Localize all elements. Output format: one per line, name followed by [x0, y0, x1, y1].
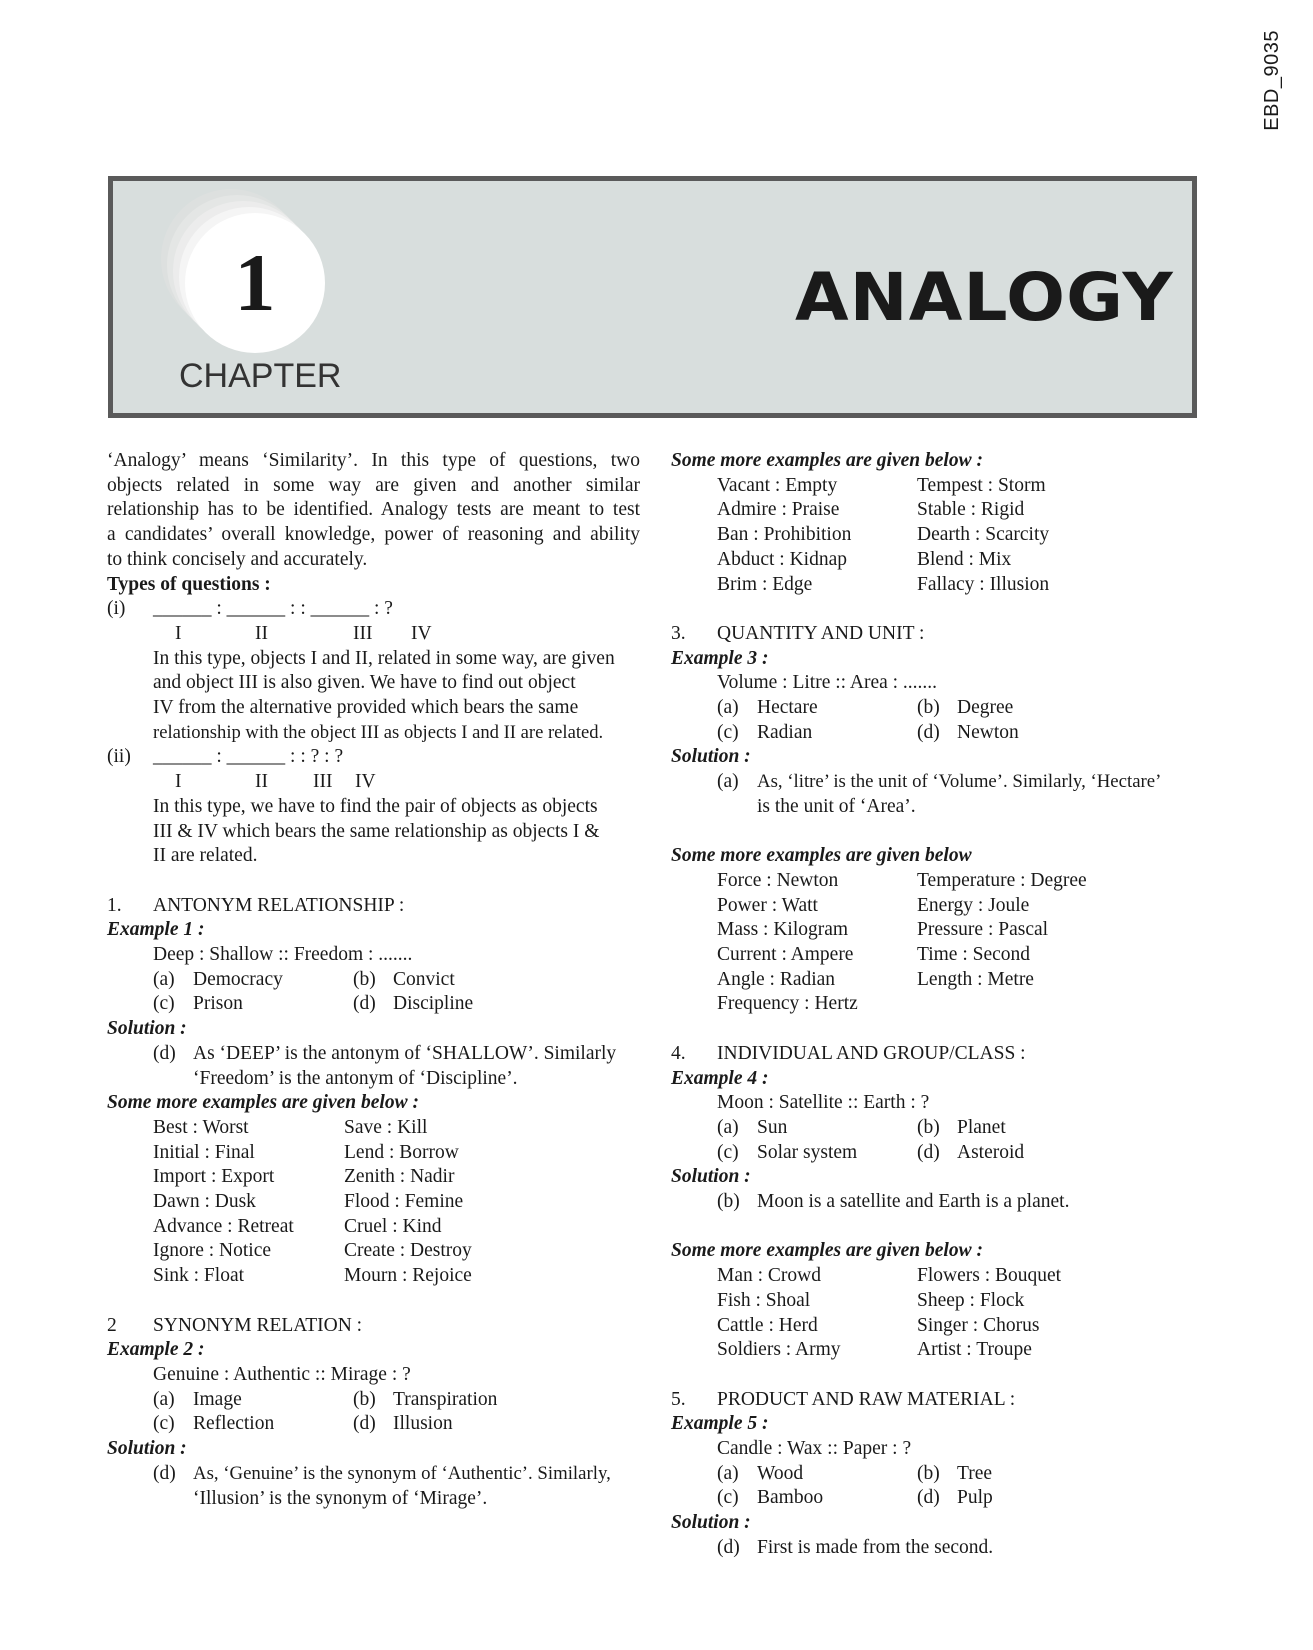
- option-text: Pulp: [957, 1487, 993, 1509]
- solution-answer: [671, 1536, 1231, 1561]
- section-title: INDIVIDUAL AND GROUP/CLASS :: [717, 1042, 1026, 1064]
- type-1-pattern: ______ : ______ : : ______ : ?: [153, 598, 393, 620]
- pair: Ignore : Notice: [153, 1240, 272, 1262]
- section-title: ANTONYM RELATIONSHIP :: [153, 894, 405, 916]
- option-label: (a): [717, 1462, 739, 1484]
- answer-label: (a): [717, 771, 739, 793]
- option-label: (c): [153, 1413, 175, 1435]
- pair: Zenith : Nadir: [344, 1166, 455, 1188]
- pair: Power : Watt: [717, 894, 818, 916]
- option: [917, 1141, 1117, 1166]
- example-pairs: [671, 474, 1231, 598]
- option: [917, 1486, 1117, 1511]
- section-2-heading: [107, 1314, 640, 1339]
- roman-label: II: [255, 771, 268, 793]
- answer-line: ‘Freedom’ is the antonym of ‘Discipline’.: [193, 1067, 518, 1089]
- option-label: (a): [717, 1116, 739, 1138]
- option: [917, 1116, 1117, 1141]
- example-question: Moon : Satellite :: Earth : ?: [717, 1092, 930, 1114]
- option-label: (c): [717, 721, 739, 743]
- type-1-label: (i): [107, 598, 126, 620]
- example-question: Volume : Litre :: Area : .......: [717, 672, 938, 694]
- section-4-heading: [671, 1042, 1231, 1067]
- intro-paragraph: [107, 449, 640, 573]
- solution-answer: [107, 1462, 640, 1511]
- section-number: 4.: [671, 1042, 686, 1064]
- type-1: [107, 597, 640, 622]
- example-question: Genuine : Authentic :: Mirage : ?: [153, 1363, 411, 1385]
- option-label: (c): [717, 1487, 739, 1509]
- answer-label: (d): [153, 1042, 176, 1064]
- options-list: [671, 1116, 1231, 1165]
- section-1-heading: [107, 894, 640, 919]
- pair: Ban : Prohibition: [717, 524, 852, 546]
- section-title: QUANTITY AND UNIT :: [717, 622, 925, 644]
- option: [717, 1486, 917, 1511]
- roman-label: I: [175, 771, 182, 793]
- option-text: Radian: [757, 721, 813, 743]
- option: [153, 1412, 353, 1437]
- pair: Fish : Shoal: [717, 1289, 811, 1311]
- pair: Frequency : Hertz: [717, 993, 858, 1015]
- option-label: (d): [917, 1487, 940, 1509]
- options-list: [671, 1462, 1231, 1511]
- chapter-label: CHAPTER: [179, 357, 342, 395]
- solution-label: Solution :: [671, 1512, 751, 1534]
- option: [153, 968, 353, 993]
- roman-label: IV: [411, 622, 432, 644]
- example-label: Example 3 :: [671, 647, 769, 669]
- intro-line: relationship has to be identified. Analogy tests are meant to test: [107, 499, 640, 521]
- more-examples-heading: Some more examples are given below :: [107, 1092, 419, 1114]
- roman-label: II: [255, 622, 268, 644]
- option-label: (b): [353, 968, 376, 990]
- option: [353, 1388, 553, 1413]
- option-label: (a): [153, 968, 175, 990]
- option: [917, 696, 1117, 721]
- option-text: Illusion: [393, 1413, 453, 1435]
- pair: Pressure : Pascal: [917, 919, 1049, 941]
- solution-label: Solution :: [107, 1438, 187, 1460]
- example-question: Candle : Wax :: Paper : ?: [717, 1438, 912, 1460]
- section-number: 1.: [107, 894, 122, 916]
- solution-answer: [671, 770, 1231, 819]
- option: [353, 992, 553, 1017]
- answer-line: is the unit of ‘Area’.: [757, 795, 916, 817]
- option-text: Wood: [757, 1462, 804, 1484]
- option: [717, 1462, 917, 1487]
- pair: Stable : Rigid: [917, 499, 1025, 521]
- pair: Dearth : Scarcity: [917, 524, 1050, 546]
- option-text: Solar system: [757, 1141, 858, 1163]
- option: [353, 968, 553, 993]
- type-2: [107, 745, 640, 770]
- pair: Current : Ampere: [717, 944, 854, 966]
- options-list: [671, 696, 1231, 745]
- option-text: Democracy: [193, 968, 283, 990]
- option-label: (d): [353, 993, 376, 1015]
- option-text: Sun: [757, 1116, 788, 1138]
- option-text: Hectare: [757, 697, 818, 719]
- pair: Import : Export: [153, 1166, 275, 1188]
- answer-line: As, ‘litre’ is the unit of ‘Volume’. Similarly, ‘Hectare’: [757, 771, 1162, 793]
- chapter-title: ANALOGY: [795, 259, 1174, 336]
- example-label: Example 5 :: [671, 1413, 769, 1435]
- pair: Blend : Mix: [917, 548, 1012, 570]
- answer-line: Moon is a satellite and Earth is a planet.: [757, 1191, 1070, 1213]
- option-text: Tree: [957, 1462, 993, 1484]
- pair: Temperature : Degree: [917, 869, 1087, 891]
- types-heading: Types of questions :: [107, 573, 271, 595]
- more-examples-heading: Some more examples are given below: [671, 845, 972, 867]
- option-text: Reflection: [193, 1413, 275, 1435]
- roman-label: III: [313, 771, 333, 793]
- option-label: (c): [717, 1141, 739, 1163]
- pair: Brim : Edge: [717, 573, 813, 595]
- example-pairs: [671, 869, 1231, 1017]
- options-list: [107, 1388, 640, 1437]
- intro-line: ‘Analogy’ means ‘Similarity’. In this type of questions, two: [107, 450, 640, 471]
- option-text: Image: [193, 1388, 242, 1410]
- answer-line: As, ‘Genuine’ is the synonym of ‘Authentic’. Similarly,: [193, 1462, 611, 1484]
- pair: Create : Destroy: [344, 1240, 472, 1262]
- solution-label: Solution :: [671, 746, 751, 768]
- solution-answer: [671, 1190, 1231, 1215]
- section-number: 3.: [671, 622, 686, 644]
- option-label: (b): [917, 1116, 940, 1138]
- document-code: EBD_9035: [1261, 30, 1283, 131]
- options-list: [107, 968, 640, 1017]
- pair: Sink : Float: [153, 1265, 245, 1287]
- intro-line: objects related in some way are given and another similar: [107, 474, 640, 496]
- desc-line: In this type, we have to find the pair of objects as objects: [153, 795, 598, 817]
- pair: Sheep : Flock: [917, 1289, 1025, 1311]
- type-2-description: [107, 795, 640, 869]
- solution-label: Solution :: [671, 1166, 751, 1188]
- pair: Flowers : Bouquet: [917, 1265, 1062, 1287]
- right-column: [671, 449, 1231, 1561]
- section-5-heading: [671, 1388, 1231, 1413]
- desc-line: III & IV which bears the same relationship as objects I &: [153, 820, 600, 842]
- desc-line: and object III is also given. We have to find out object: [153, 672, 576, 694]
- example-pairs: [107, 1116, 640, 1289]
- chapter-number: 1: [234, 237, 276, 328]
- answer-line: First is made from the second.: [757, 1536, 994, 1558]
- pair: Force : Newton: [717, 869, 839, 891]
- option-text: Prison: [193, 993, 243, 1015]
- option-text: Newton: [957, 721, 1019, 743]
- desc-line: In this type, objects I and II, related in some way, are given: [153, 647, 615, 669]
- roman-label: IV: [355, 771, 376, 793]
- option-label: (b): [917, 697, 940, 719]
- pair: Save : Kill: [344, 1116, 428, 1138]
- type-2-romans: [107, 770, 640, 795]
- pair: Initial : Final: [153, 1141, 255, 1163]
- option-text: Transpiration: [393, 1388, 498, 1410]
- answer-label: (b): [717, 1191, 740, 1213]
- type-2-label: (ii): [107, 746, 131, 768]
- pair: Lend : Borrow: [344, 1141, 459, 1163]
- section-3-heading: [671, 622, 1231, 647]
- option-label: (b): [353, 1388, 376, 1410]
- answer-label: (d): [153, 1462, 176, 1484]
- option: [153, 1388, 353, 1413]
- desc-line: II are related.: [153, 845, 258, 867]
- chapter-banner: [108, 176, 1197, 418]
- answer-label: (d): [717, 1536, 740, 1558]
- option-label: (a): [153, 1388, 175, 1410]
- pair: Angle : Radian: [717, 968, 836, 990]
- example-label: Example 2 :: [107, 1339, 205, 1361]
- option-text: Asteroid: [957, 1141, 1025, 1163]
- option-label: (d): [917, 721, 940, 743]
- type-2-pattern: ______ : ______ : : ? : ?: [153, 746, 344, 768]
- option-label: (a): [717, 697, 739, 719]
- option: [917, 1462, 1117, 1487]
- pair: Flood : Femine: [344, 1191, 464, 1213]
- solution-answer: [107, 1042, 640, 1091]
- roman-label: III: [353, 622, 373, 644]
- option-text: Planet: [957, 1116, 1006, 1138]
- example-question: Deep : Shallow :: Freedom : .......: [153, 944, 413, 966]
- option-text: Convict: [393, 968, 455, 990]
- option: [717, 1116, 917, 1141]
- pair: Mourn : Rejoice: [344, 1265, 472, 1287]
- section-number: 5.: [671, 1388, 686, 1410]
- option-label: (d): [917, 1141, 940, 1163]
- pair: Length : Metre: [917, 968, 1034, 990]
- pair: Mass : Kilogram: [717, 919, 849, 941]
- section-title: PRODUCT AND RAW MATERIAL :: [717, 1388, 1016, 1410]
- pair: Admire : Praise: [717, 499, 840, 521]
- option: [917, 721, 1117, 746]
- answer-line: As ‘DEEP’ is the antonym of ‘SHALLOW’. Similarly: [193, 1042, 617, 1064]
- example-label: Example 4 :: [671, 1067, 769, 1089]
- desc-line: IV from the alternative provided which bears the same: [153, 697, 579, 719]
- pair: Best : Worst: [153, 1116, 249, 1138]
- pair: Time : Second: [917, 944, 1031, 966]
- pair: Singer : Chorus: [917, 1314, 1040, 1336]
- option-text: Degree: [957, 697, 1014, 719]
- section-title: SYNONYM RELATION :: [153, 1314, 363, 1336]
- roman-label: I: [175, 622, 182, 644]
- option-label: (b): [917, 1462, 940, 1484]
- option-text: Bamboo: [757, 1487, 824, 1509]
- option: [717, 696, 917, 721]
- option: [717, 721, 917, 746]
- answer-line: ‘Illusion’ is the synonym of ‘Mirage’.: [193, 1487, 488, 1509]
- pair: Abduct : Kidnap: [717, 548, 847, 570]
- option: [153, 992, 353, 1017]
- pair: Energy : Joule: [917, 894, 1030, 916]
- option: [353, 1412, 553, 1437]
- pair: Advance : Retreat: [153, 1215, 294, 1237]
- pair: Cruel : Kind: [344, 1215, 442, 1237]
- option-label: (c): [153, 993, 175, 1015]
- section-number: 2: [107, 1314, 117, 1336]
- type-1-description: [107, 647, 640, 746]
- intro-line: a candidates’ overall knowledge, power of reasoning and ability: [107, 524, 640, 546]
- example-label: Example 1 :: [107, 919, 205, 941]
- pair: Fallacy : Illusion: [917, 573, 1050, 595]
- solution-label: Solution :: [107, 1018, 187, 1040]
- example-pairs: [671, 1264, 1231, 1363]
- more-examples-heading: Some more examples are given below :: [671, 1240, 983, 1262]
- intro-line: to think concisely and accurately.: [107, 548, 368, 570]
- pair: Dawn : Dusk: [153, 1191, 256, 1213]
- pair: Soldiers : Army: [717, 1339, 841, 1361]
- pair: Artist : Troupe: [917, 1339, 1032, 1361]
- desc-line: relationship with the object III as objects I and II are related.: [153, 721, 604, 743]
- type-1-romans: [107, 622, 640, 647]
- option-label: (d): [353, 1413, 376, 1435]
- option-text: Discipline: [393, 993, 474, 1015]
- pair: Cattle : Herd: [717, 1314, 818, 1336]
- pair: Tempest : Storm: [917, 474, 1046, 496]
- more-examples-heading: Some more examples are given below :: [671, 450, 983, 471]
- pair: Man : Crowd: [717, 1265, 821, 1287]
- left-column: [107, 449, 640, 1511]
- option: [717, 1141, 917, 1166]
- pair: Vacant : Empty: [717, 474, 838, 496]
